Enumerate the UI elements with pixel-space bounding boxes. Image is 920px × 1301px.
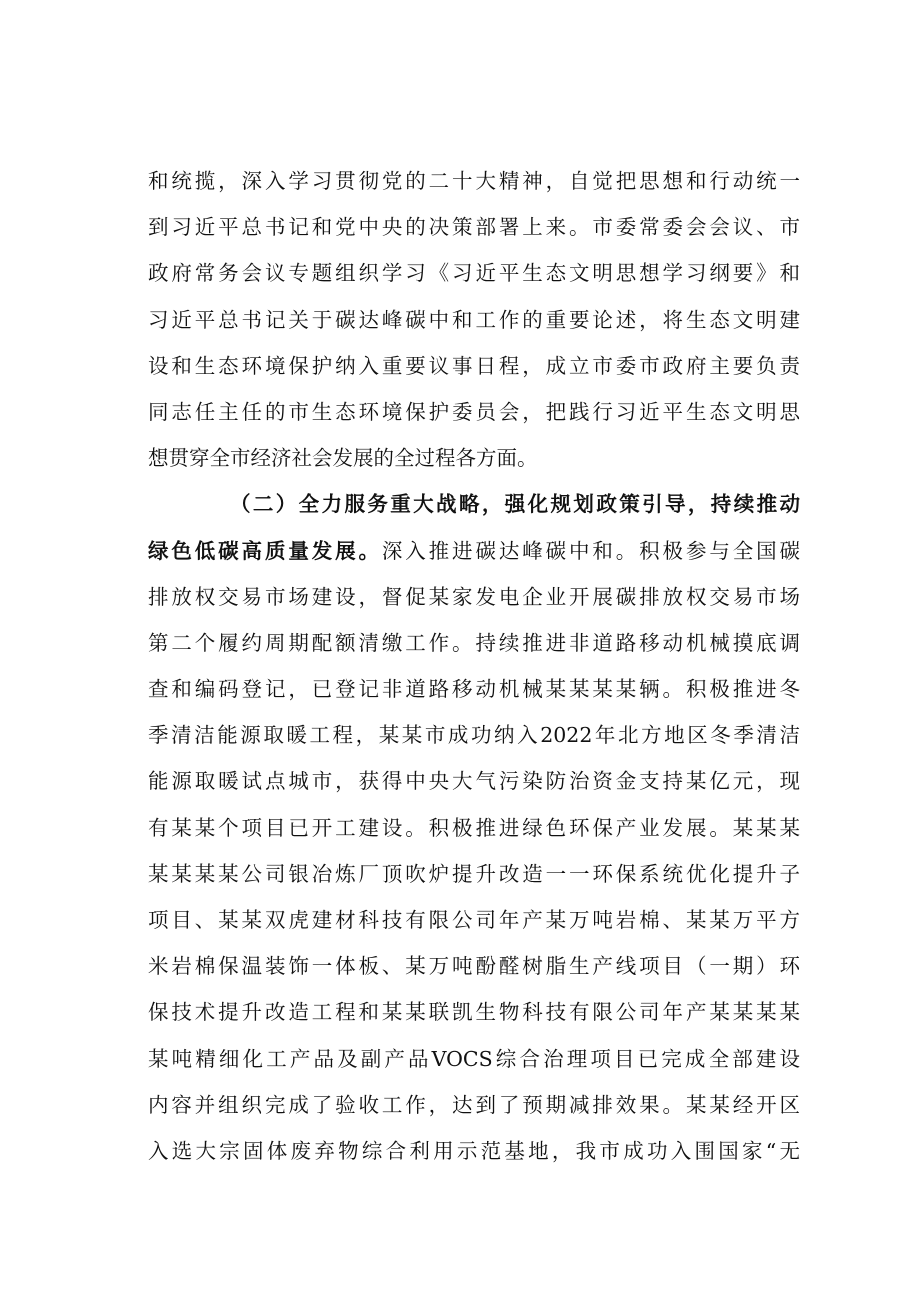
text-line: 某吨精细化工产品及副产品VOCS综合治理项目已完成全部建设 [148, 1046, 800, 1071]
text-line: 第二个履约周期配额清缴工作。持续推进非道路移动机械摸底调 [148, 630, 800, 655]
section-heading: （二）全力服务重大战略，强化规划政策引导，持续推动 [230, 492, 800, 517]
text-line: 同志任主任的市生态环境保护委员会，把践行习近平生态文明思 [148, 399, 800, 424]
text-line: 有某某个项目已开工建设。积极推进绿色环保产业发展。某某某 [148, 815, 800, 840]
text-line: 入选大宗固体废弃物综合利用示范基地，我市成功入围国家“无 [148, 1138, 800, 1163]
text-line: 排放权交易市场建设，督促某家发电企业开展碳排放权交易市场 [148, 584, 800, 609]
text-line: 季清洁能源取暖工程，某某市成功纳入2022年北方地区冬季清洁 [148, 723, 800, 748]
text-run: 深入推进碳达峰碳中和。积极参与全国碳 [381, 538, 800, 563]
text-line: 想贯穿全市经济社会发展的全过程各方面。 [148, 446, 538, 471]
section-heading-end: 绿色低碳高质量发展。 [148, 538, 382, 563]
text-line: 项目、某某双虎建材科技有限公司年产某万吨岩棉、某某万平方 [148, 908, 800, 932]
document-body [148, 158, 800, 1174]
text-line: 某某某某公司银冶炼厂顶吹炉提升改造一一环保系统优化提升子 [148, 861, 800, 886]
text-line: 政府常务会议专题组织学习《习近平生态文明思想学习纲要》和 [148, 261, 800, 286]
text-line: 习近平总书记关于碳达峰碳中和工作的重要论述，将生态文明建 [148, 307, 800, 332]
text-line: 能源取暖试点城市，获得中央大气污染防治资金支持某亿元，现 [148, 769, 800, 794]
text-line: 查和编码登记，已登记非道路移动机械某某某某辆。积极推进冬 [148, 677, 800, 702]
text-line: 米岩棉保温装饰一体板、某万吨酚醛树脂生产线项目（一期）环 [148, 954, 800, 979]
text-line-mixed [148, 528, 800, 574]
text-line: 到习近平总书记和党中央的决策部署上来。市委常委会会议、市 [148, 215, 800, 240]
text-line: 内容并组织完成了验收工作，达到了预期减排效果。某某经开区 [148, 1092, 800, 1117]
text-line: 和统揽，深入学习贯彻党的二十大精神，自觉把思想和行动统一 [148, 169, 800, 193]
text-line: 设和生态环境保护纳入重要议事日程，成立市委市政府主要负责 [148, 353, 800, 378]
text-line: 保技术提升改造工程和某某联凯生物科技有限公司年产某某某某 [148, 1000, 800, 1025]
